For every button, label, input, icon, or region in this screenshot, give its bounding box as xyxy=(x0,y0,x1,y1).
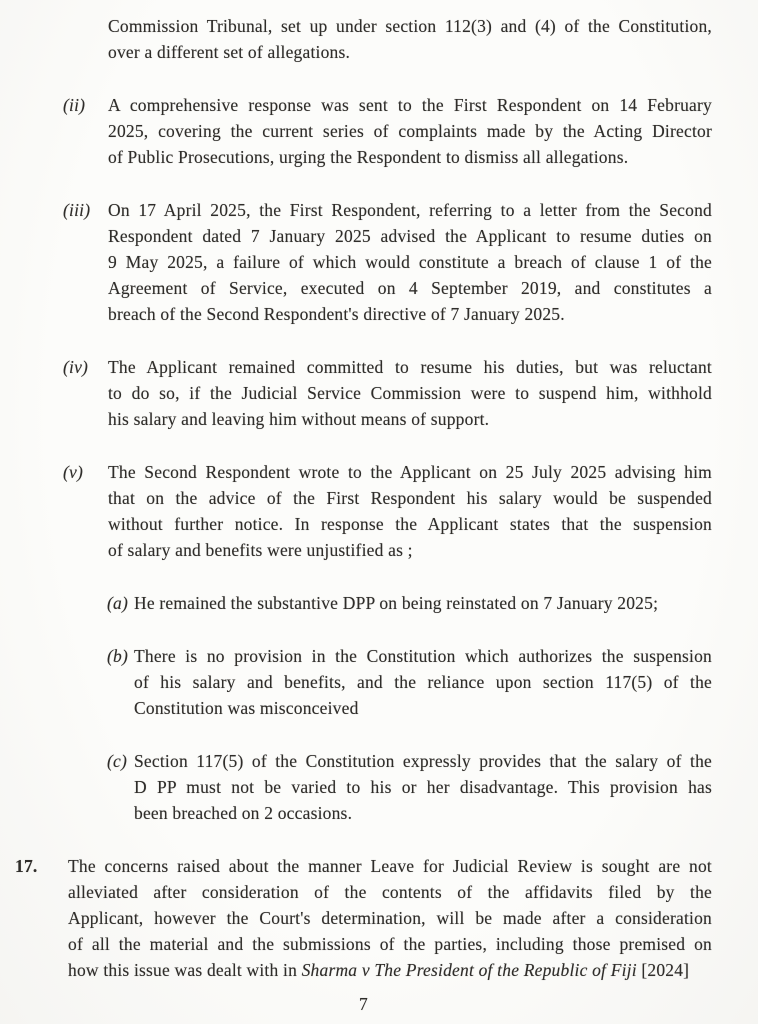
text-line: Commission Tribunal, set up under section 112(3) and (4) of the Constitution, xyxy=(108,16,712,36)
list-item-c xyxy=(107,748,712,826)
text-line xyxy=(68,957,712,983)
text-line: 2025, covering the current series of complaints made by the Acting Director xyxy=(108,121,712,141)
text-line: of Public Prosecutions, urging the Respondent to dismiss all allegations. xyxy=(108,147,629,167)
list-item-iv xyxy=(63,354,712,432)
paragraph-17 xyxy=(15,853,712,983)
list-marker-a: (a) xyxy=(107,593,129,613)
text-line: of all the material and the submissions of the parties, including those premised on xyxy=(68,934,712,954)
paragraph-text xyxy=(134,748,712,826)
paragraph-text xyxy=(134,590,712,616)
text-line: On 17 April 2025, the First Respondent, referring to a letter from the Second xyxy=(108,200,712,220)
text-line: Applicant, however the Court's determination, will be made after a consideration xyxy=(68,908,712,928)
paragraph-text xyxy=(68,853,712,983)
text-line: Constitution was misconceived xyxy=(134,698,359,718)
paragraph-text xyxy=(108,197,712,327)
paragraph-continuation xyxy=(108,13,712,65)
text-line: his salary and leaving him without means of support. xyxy=(108,409,490,429)
list-item-ii xyxy=(63,92,712,170)
list-marker-iv: (iv) xyxy=(63,357,89,377)
text-line: alleviated after consideration of the contents of the affidavits filed by the xyxy=(68,882,712,902)
paragraph-text xyxy=(108,92,712,170)
case-citation-italic: Sharma v The President of the Republic of Fiji xyxy=(301,960,637,980)
text-line: of salary and benefits were unjustified as ; xyxy=(108,540,413,560)
text-line: D PP must not be varied to his or her disadvantage. This provision has xyxy=(134,777,712,797)
paragraph-text xyxy=(108,354,712,432)
text-line: Respondent dated 7 January 2025 advised the Applicant to resume duties on xyxy=(108,226,712,246)
list-marker-c: (c) xyxy=(107,751,128,771)
text-line: to do so, if the Judicial Service Commission were to suspend him, withhold xyxy=(108,383,712,403)
text-line: of his salary and benefits, and the reliance upon section 117(5) of the xyxy=(134,672,712,692)
page-number: 7 xyxy=(359,994,368,1014)
text-line: The Second Respondent wrote to the Applicant on 25 July 2025 advising him xyxy=(108,462,712,482)
paragraph-text xyxy=(134,643,712,721)
text-line: He remained the substantive DPP on being reinstated on 7 January 2025; xyxy=(134,593,659,613)
list-marker-iii: (iii) xyxy=(63,200,91,220)
text-segment: how this issue was dealt with in xyxy=(68,960,302,980)
text-line: Agreement of Service, executed on 4 September 2019, and constitutes a xyxy=(108,278,712,298)
paragraph-text xyxy=(108,13,712,65)
text-line: The Applicant remained committed to resume his duties, but was reluctant xyxy=(108,357,712,377)
text-line: Section 117(5) of the Constitution expressly provides that the salary of the xyxy=(134,751,712,771)
list-item-iii xyxy=(63,197,712,327)
text-line: A comprehensive response was sent to the First Respondent on 14 February xyxy=(108,95,712,115)
text-line: without further notice. In response the Applicant states that the suspension xyxy=(108,514,712,534)
text-line: been breached on 2 occasions. xyxy=(134,803,353,823)
text-line: 9 May 2025, a failure of which would constitute a breach of clause 1 of the xyxy=(108,252,712,272)
text-line: over a different set of allegations. xyxy=(108,42,351,62)
text-line: The concerns raised about the manner Leave for Judicial Review is sought are not xyxy=(68,856,712,876)
list-item-b xyxy=(107,643,712,721)
list-marker-v: (v) xyxy=(63,462,84,482)
list-marker-ii: (ii) xyxy=(63,95,86,115)
text-line: There is no provision in the Constitution which authorizes the suspension xyxy=(134,646,712,666)
paragraph-text xyxy=(108,459,712,563)
text-line: that on the advice of the First Respondent his salary would be suspended xyxy=(108,488,712,508)
list-marker-b: (b) xyxy=(107,646,129,666)
text-segment: [2024] xyxy=(636,960,690,980)
list-item-a xyxy=(107,590,712,616)
list-item-v xyxy=(63,459,712,563)
text-line: breach of the Second Respondent's directive of 7 January 2025. xyxy=(108,304,565,324)
paragraph-17-number: 17. xyxy=(15,856,38,876)
